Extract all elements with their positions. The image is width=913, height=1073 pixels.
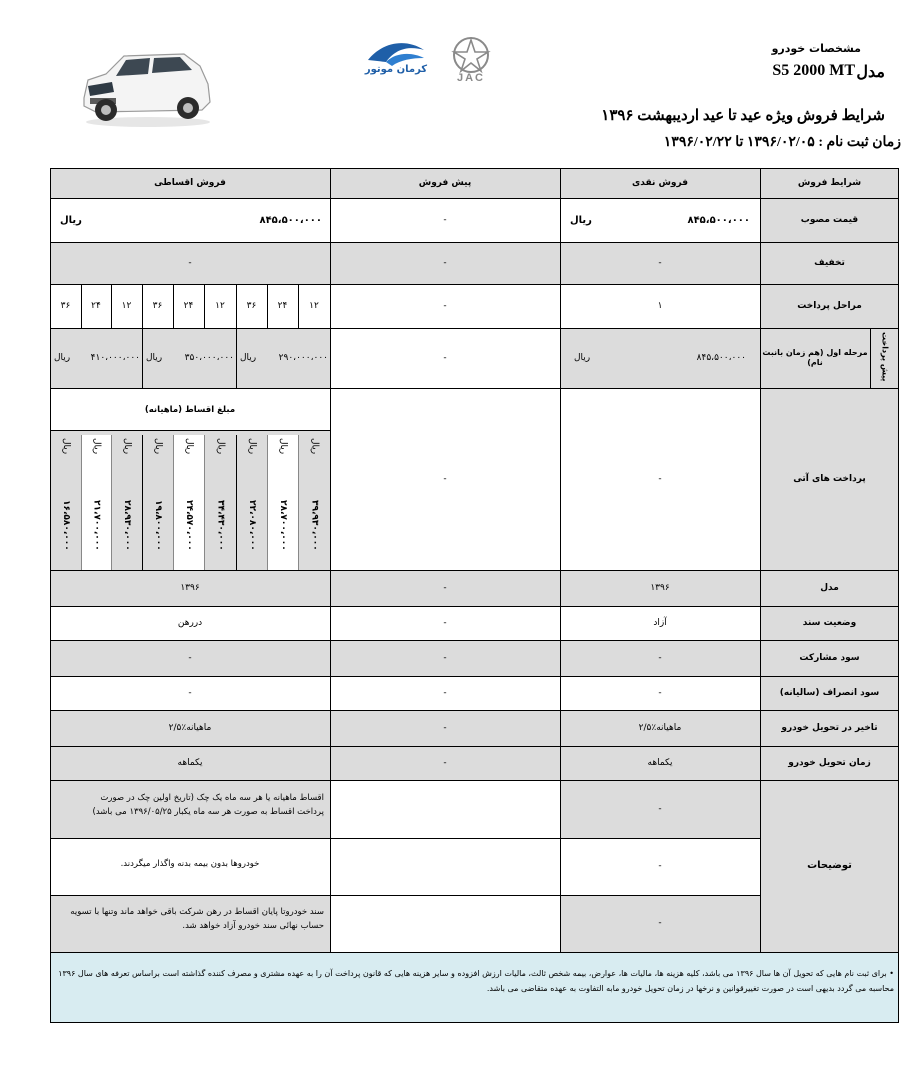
amount-g2-24 [174, 438, 204, 568]
amount-g1-36 [237, 438, 267, 568]
registration-period: زمان ثبت نام : ۱۳۹۶/۰۲/۰۵ تا ۱۳۹۶/۰۲/۲۲ [663, 135, 901, 150]
amount-g3-12 [112, 438, 142, 568]
presale-stages: - [443, 300, 447, 311]
cash-first-stage-unit: ریال [574, 353, 591, 363]
col-header-installment: فروش اقساطی [154, 177, 226, 188]
presale-price: - [443, 214, 447, 225]
row-label-notes: توضیحات [807, 860, 852, 871]
row-label-prepayment: پیش پرداخت [880, 332, 890, 382]
row-label-future-payments: پرداخت های آتی [793, 473, 866, 484]
model-label: مدل [856, 64, 885, 81]
stage-months-g2-24: ۲۴ [183, 300, 194, 311]
presale-delivery: - [443, 757, 447, 768]
installment-price-value: ۸۴۵،۵۰۰،۰۰۰ [259, 214, 322, 226]
cash-delay: ۲/۵٪ماهیانه [638, 722, 682, 733]
first-stage-g3-value: ۴۱۰،۰۰۰،۰۰۰ [90, 353, 140, 363]
amount-g1-24 [268, 438, 298, 568]
cash-stages: ۱ [657, 300, 663, 311]
amount-g1-36-unit: ریال [247, 438, 257, 455]
installment-cancellation: - [188, 687, 192, 698]
cash-first-stage-value: ۸۴۵،۵۰۰،۰۰۰ [696, 353, 746, 363]
amount-g3-24-unit: ریال [91, 438, 102, 455]
amount-g3-12-unit: ریال [122, 438, 132, 455]
cash-price-unit: ریال [570, 214, 592, 226]
footnote: • برای ثبت نام هایی که تحویل آن ها سال ۱۳۹۶ می باشد، کلیه هزینه ها، مالیات ها، عوارض، بیمه شخص ثالث، مالیات ارزش افزوده و سایر هزینه هایی که قانون پرداخت آن را به عهده مشتری و مصرف کننده گذاشته است براساس تعرفه های سال ۱۳۹۶ محاسبه می گردد بدیهی است در صورت تغییرقوانین و نرخها در زمان تحویل خودرو مابه التفاوت به عهده متقاضی می باشد. [58, 969, 894, 994]
col-header-conditions: شرایط فروش [797, 177, 862, 188]
first-stage-g2-value: ۳۵۰،۰۰۰،۰۰۰ [184, 353, 234, 363]
first-stage-g1 [240, 328, 328, 388]
amount-g2-36 [143, 438, 173, 568]
kerman-logo-text: کرمان موتور [364, 64, 428, 75]
row-label-document-status: وضعیت سند [802, 617, 857, 628]
amount-g2-36-value: ۱۹،۸۰۰،۰۰۰ [153, 500, 163, 551]
installment-discount: - [188, 257, 192, 268]
row-label-delivery-time: زمان تحویل خودرو [788, 757, 871, 768]
row-label-delivery-delay: تاخیر در تحویل خودرو [781, 722, 878, 733]
amount-g3-36-unit: ریال [61, 438, 71, 455]
cash-model: ۱۳۹۶ [650, 582, 670, 593]
stage-months-g1-24: ۲۴ [277, 300, 288, 311]
amount-g2-24-unit: ریال [184, 438, 194, 455]
installment-model: ۱۳۹۶ [180, 582, 200, 593]
page-title: شرایط فروش ویژه عید تا عید اردیبهشت ۱۳۹۶ [601, 108, 885, 124]
installment-note-1: اقساط ماهیانه یا هر سه ماه یک چک (تاریخ اولین چک در صورت پرداخت اقساط به صورت هر سه ماه یکبار ۱۳۹۶/۰۵/۲۵ می باشد) [92, 793, 324, 817]
presale-cancellation: - [443, 687, 447, 698]
row-label-cancellation-profit: سود انصراف (سالیانه) [779, 687, 880, 698]
amount-g1-12 [299, 438, 330, 568]
first-stage-g1-unit: ریال [240, 353, 257, 363]
amount-g3-36-value: ۱۶،۵۸۰،۰۰۰ [61, 500, 71, 551]
installment-participation: - [188, 652, 192, 663]
installment-price [56, 198, 326, 242]
row-label-payment-stages: مراحل پرداخت [797, 300, 862, 311]
amount-g1-24-unit: ریال [278, 438, 288, 455]
installment-document: دررهن [177, 617, 203, 628]
amount-g3-24 [82, 438, 111, 568]
amount-g1-12-value: ۳۹،۹۳۰،۰۰۰ [309, 500, 320, 551]
amount-g3-36 [51, 438, 81, 568]
row-label-first-stage: مرحله اول (هم زمان بانبت نام) [762, 348, 868, 367]
installment-price-unit: ریال [60, 214, 82, 226]
presale-model: - [443, 582, 447, 593]
amount-g1-24-value: ۲۸،۷۰۰،۰۰۰ [278, 500, 288, 551]
presale-participation: - [443, 652, 447, 663]
cash-first-stage [566, 328, 754, 388]
model-value: S5 2000 MT [772, 62, 855, 79]
car-image [76, 40, 216, 130]
row-label-participation-profit: سود مشارکت [799, 652, 860, 663]
amount-g2-12-unit: ریال [215, 438, 226, 455]
cash-price [566, 198, 754, 242]
first-stage-g3-unit: ریال [54, 353, 71, 363]
first-stage-g1-value: ۲۹۰،۰۰۰،۰۰۰ [278, 353, 328, 363]
kerman-motor-logo [362, 38, 430, 84]
amount-g2-36-unit: ریال [153, 438, 163, 455]
specs-label: مشخصات خودرو [771, 42, 861, 55]
first-stage-g3 [54, 328, 140, 388]
cash-participation: - [658, 652, 662, 663]
cash-note-3: - [658, 918, 662, 929]
cash-future: - [658, 473, 662, 484]
installment-delivery: یکماهه [177, 757, 203, 768]
first-stage-g2 [146, 328, 234, 388]
stage-months-g2-12: ۱۲ [215, 300, 225, 311]
cash-discount: - [658, 257, 662, 268]
presale-document: - [443, 617, 447, 628]
amount-g2-24-value: ۲۴،۵۷۰،۰۰۰ [184, 500, 194, 551]
cash-document: آزاد [653, 617, 667, 628]
col-header-cash: فروش نقدی [632, 177, 688, 188]
stage-months-g1-36: ۳۶ [246, 300, 257, 311]
row-label-approved-price: قیمت مصوب [800, 214, 859, 225]
installment-note-2: خودروها بدون بیمه بدنه واگذار میگردند. [120, 859, 260, 869]
stage-months-g3-24: ۲۴ [91, 300, 101, 311]
amount-g2-12 [205, 438, 236, 568]
stage-months-g3-12: ۱۲ [121, 300, 132, 311]
stage-months-g1-12: ۱۲ [309, 300, 319, 311]
jac-logo-text: JAC [456, 72, 485, 84]
installment-note-3: سند خودروتا پایان اقساط در رهن شرکت باقی خواهد ماند وتنها با تسویه حساب نهائی سند خودرو آزاد خواهد شد. [70, 907, 324, 931]
presale-first-stage: - [443, 352, 447, 363]
stage-months-g2-36: ۳۶ [152, 300, 163, 311]
presale-discount: - [443, 257, 447, 268]
monthly-installment-label: مبلغ اقساط (ماهیانه) [144, 404, 236, 415]
amount-g1-12-unit: ریال [309, 438, 320, 455]
cash-note-2: - [658, 861, 662, 872]
row-label-discount: تخفیف [814, 257, 845, 268]
stage-months-g3-36: ۳۶ [60, 300, 71, 311]
installment-delay: ۲/۵٪ماهیانه [168, 722, 212, 733]
row-label-model: مدل [820, 582, 839, 593]
cash-note-1: - [658, 803, 662, 814]
amount-g2-12-value: ۳۴،۴۳۰،۰۰۰ [215, 500, 226, 551]
col-header-presale: پیش فروش [418, 177, 472, 188]
amount-g1-36-value: ۲۲،۰۸۰،۰۰۰ [247, 500, 257, 551]
cash-cancellation: - [658, 687, 662, 698]
cash-price-value: ۸۴۵،۵۰۰،۰۰۰ [687, 214, 750, 226]
presale-delay: - [443, 722, 447, 733]
first-stage-g2-unit: ریال [146, 353, 163, 363]
cash-delivery: یکماهه [647, 757, 673, 768]
amount-g3-12-value: ۲۸،۹۳۰،۰۰۰ [122, 500, 132, 551]
presale-future: - [443, 473, 447, 484]
jac-logo [440, 36, 502, 84]
amount-g3-24-value: ۲۱،۷۰۰،۰۰۰ [91, 500, 102, 551]
